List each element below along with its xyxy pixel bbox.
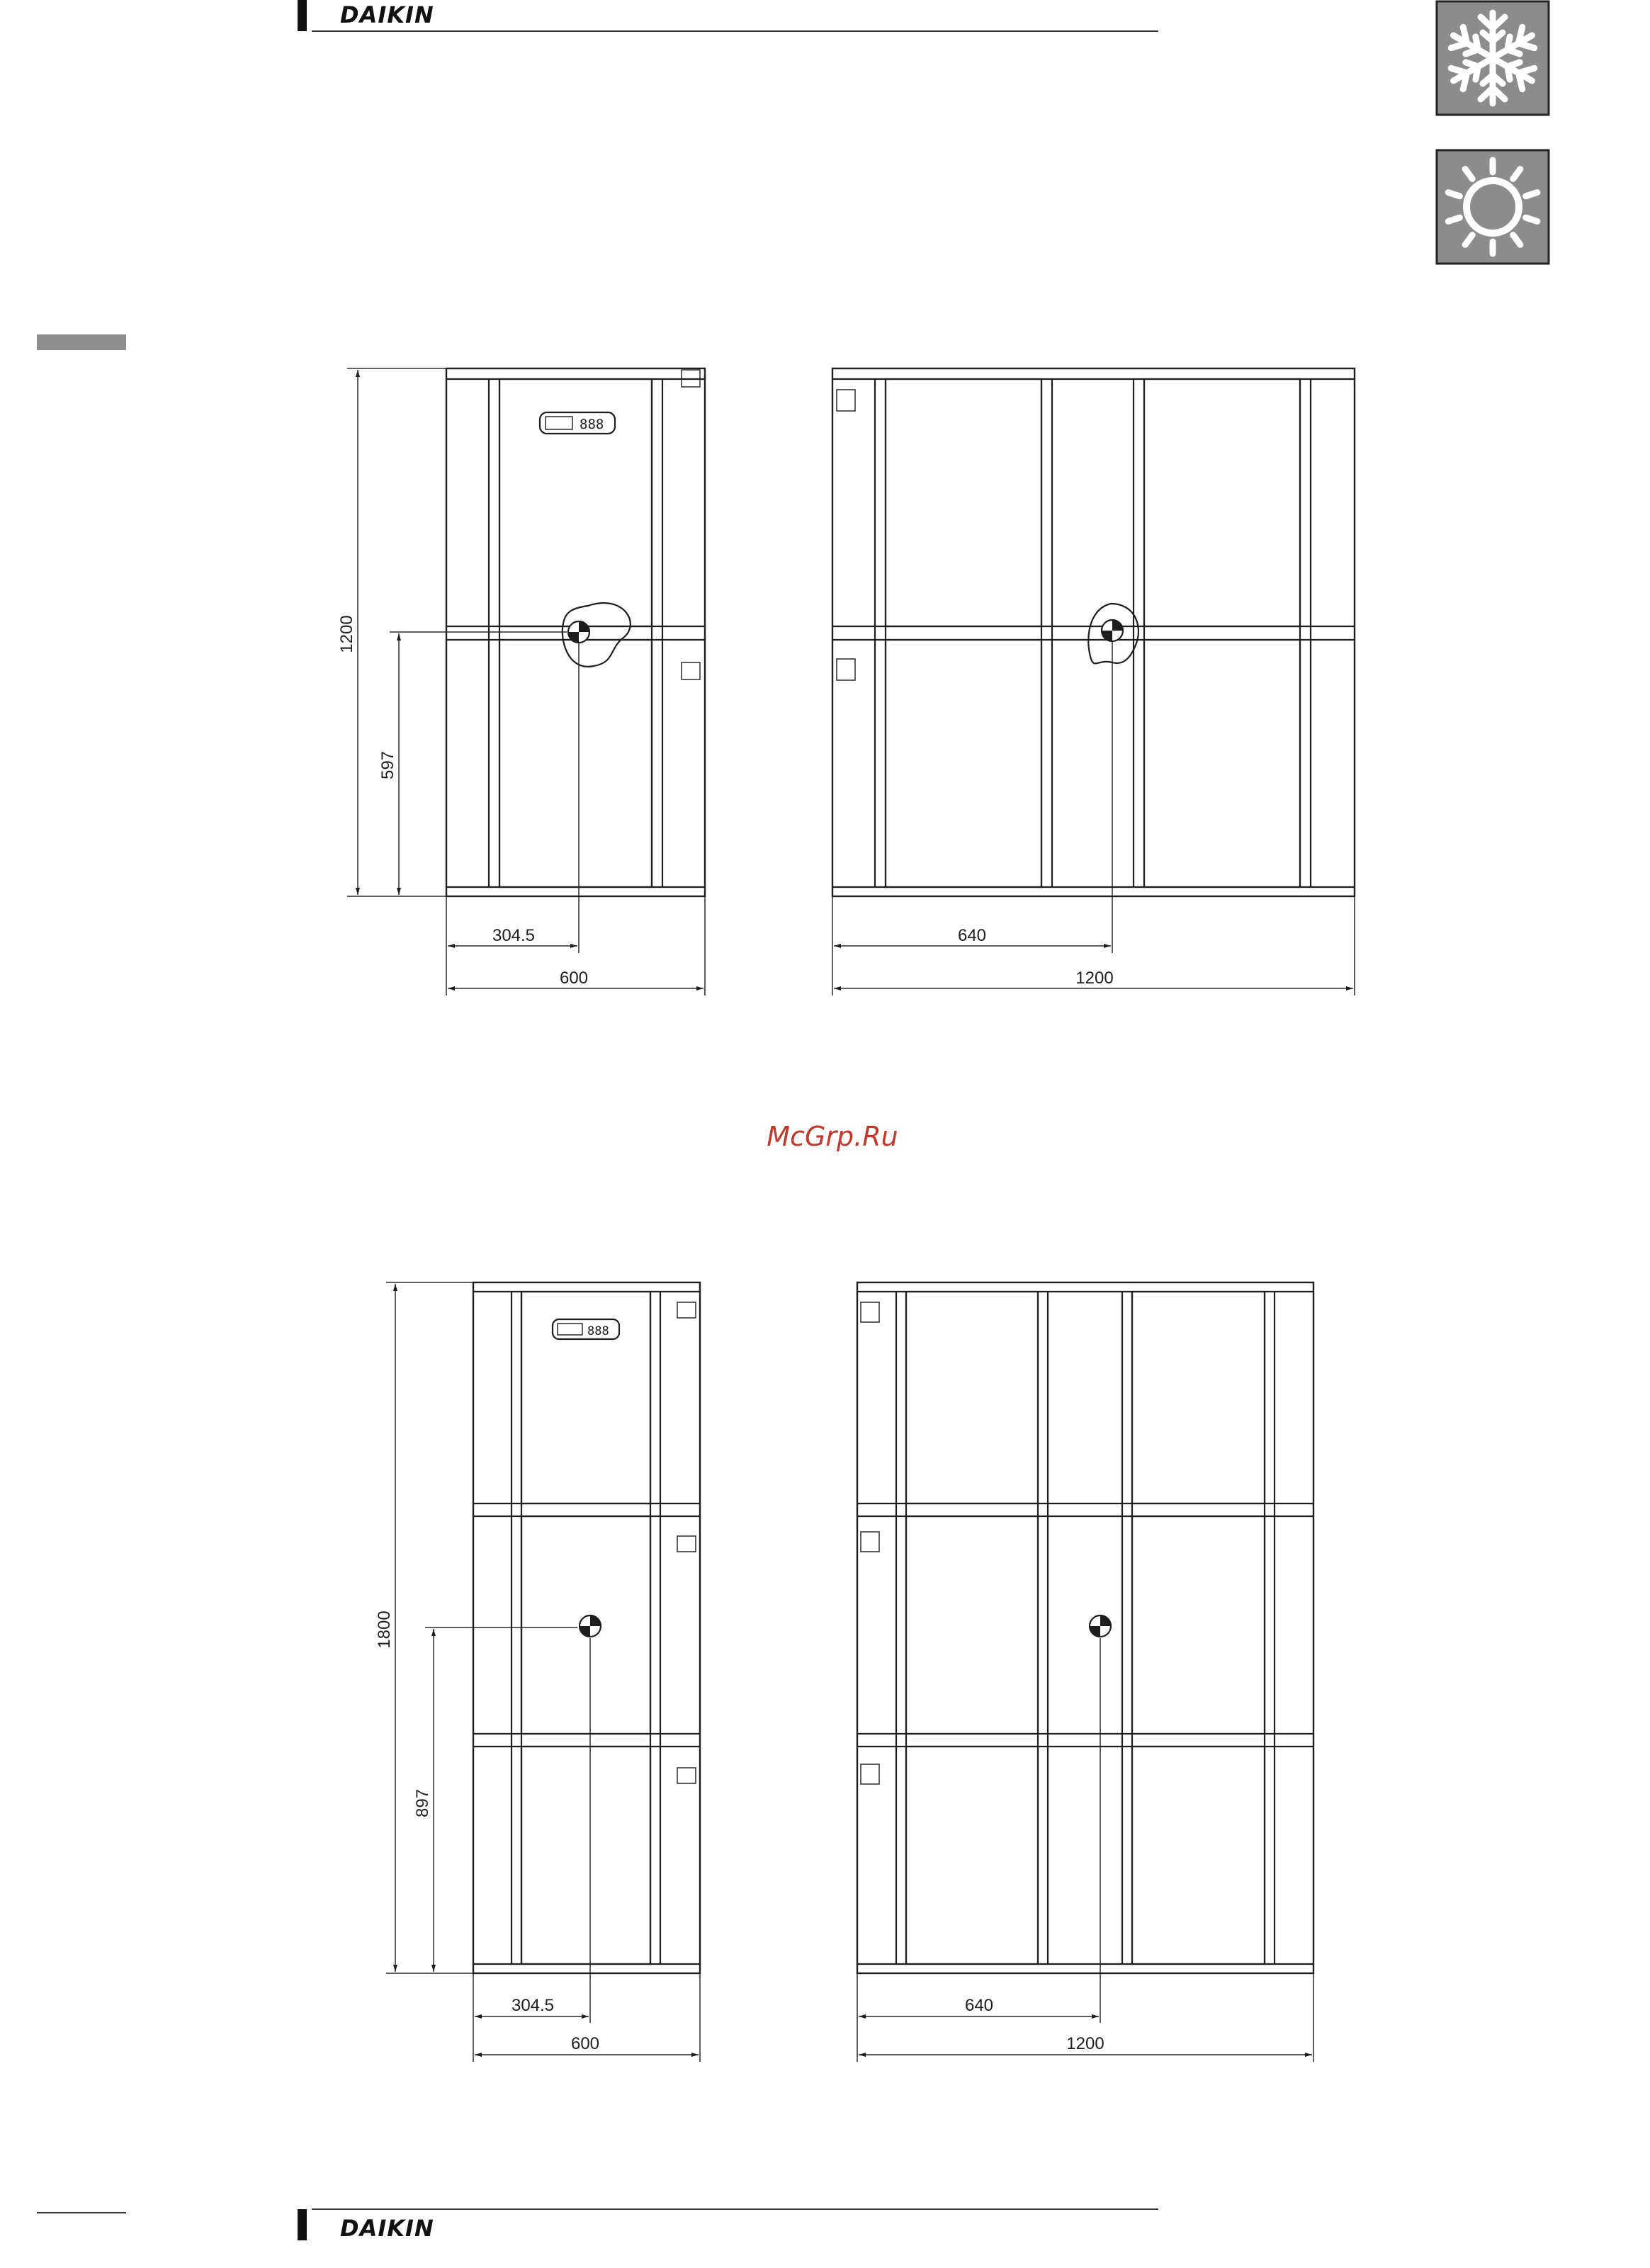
depth-dimension: 1200 (1066, 2034, 1104, 2053)
footer-logo: DAIKIN (340, 2215, 434, 2242)
snowflake-icon (1437, 1, 1549, 115)
depth-dimension: 1200 (1075, 969, 1114, 988)
center-of-gravity-icon (1090, 1615, 1111, 1637)
cog-depth-dimension: 640 (964, 1996, 994, 2015)
cog-width-dimension: 304.5 (492, 926, 536, 945)
height-dimension: 1800 (375, 1610, 394, 1649)
cog-width-dimension: 304.5 (511, 1996, 555, 2015)
center-of-gravity-icon (580, 1615, 601, 1637)
unit1-front-view (337, 368, 705, 995)
watermark: McGrp.Ru (767, 1121, 898, 1152)
header-logo: DAIKIN (340, 1, 434, 28)
height-dimension: 1200 (337, 615, 356, 653)
sun-icon (1437, 150, 1549, 264)
page-footer (37, 2209, 1158, 2242)
control-display (540, 412, 615, 434)
width-dimension: 600 (570, 2034, 600, 2053)
unit2-side-view (857, 1282, 1313, 2062)
width-dimension: 600 (559, 969, 589, 988)
section-tab (37, 334, 126, 350)
cog-height-dimension: 897 (413, 1788, 432, 1818)
cog-depth-dimension: 640 (957, 926, 987, 945)
center-of-gravity-icon (568, 621, 589, 643)
svg-text:888: 888 (580, 417, 604, 432)
svg-text:888: 888 (587, 1324, 609, 1338)
unit1-side-view (832, 368, 1355, 995)
center-of-gravity-icon (1102, 620, 1123, 641)
control-display (553, 1319, 619, 1339)
page-header (298, 0, 1158, 31)
unit2-front-view (375, 1282, 700, 2062)
cog-height-dimension: 597 (378, 750, 397, 780)
